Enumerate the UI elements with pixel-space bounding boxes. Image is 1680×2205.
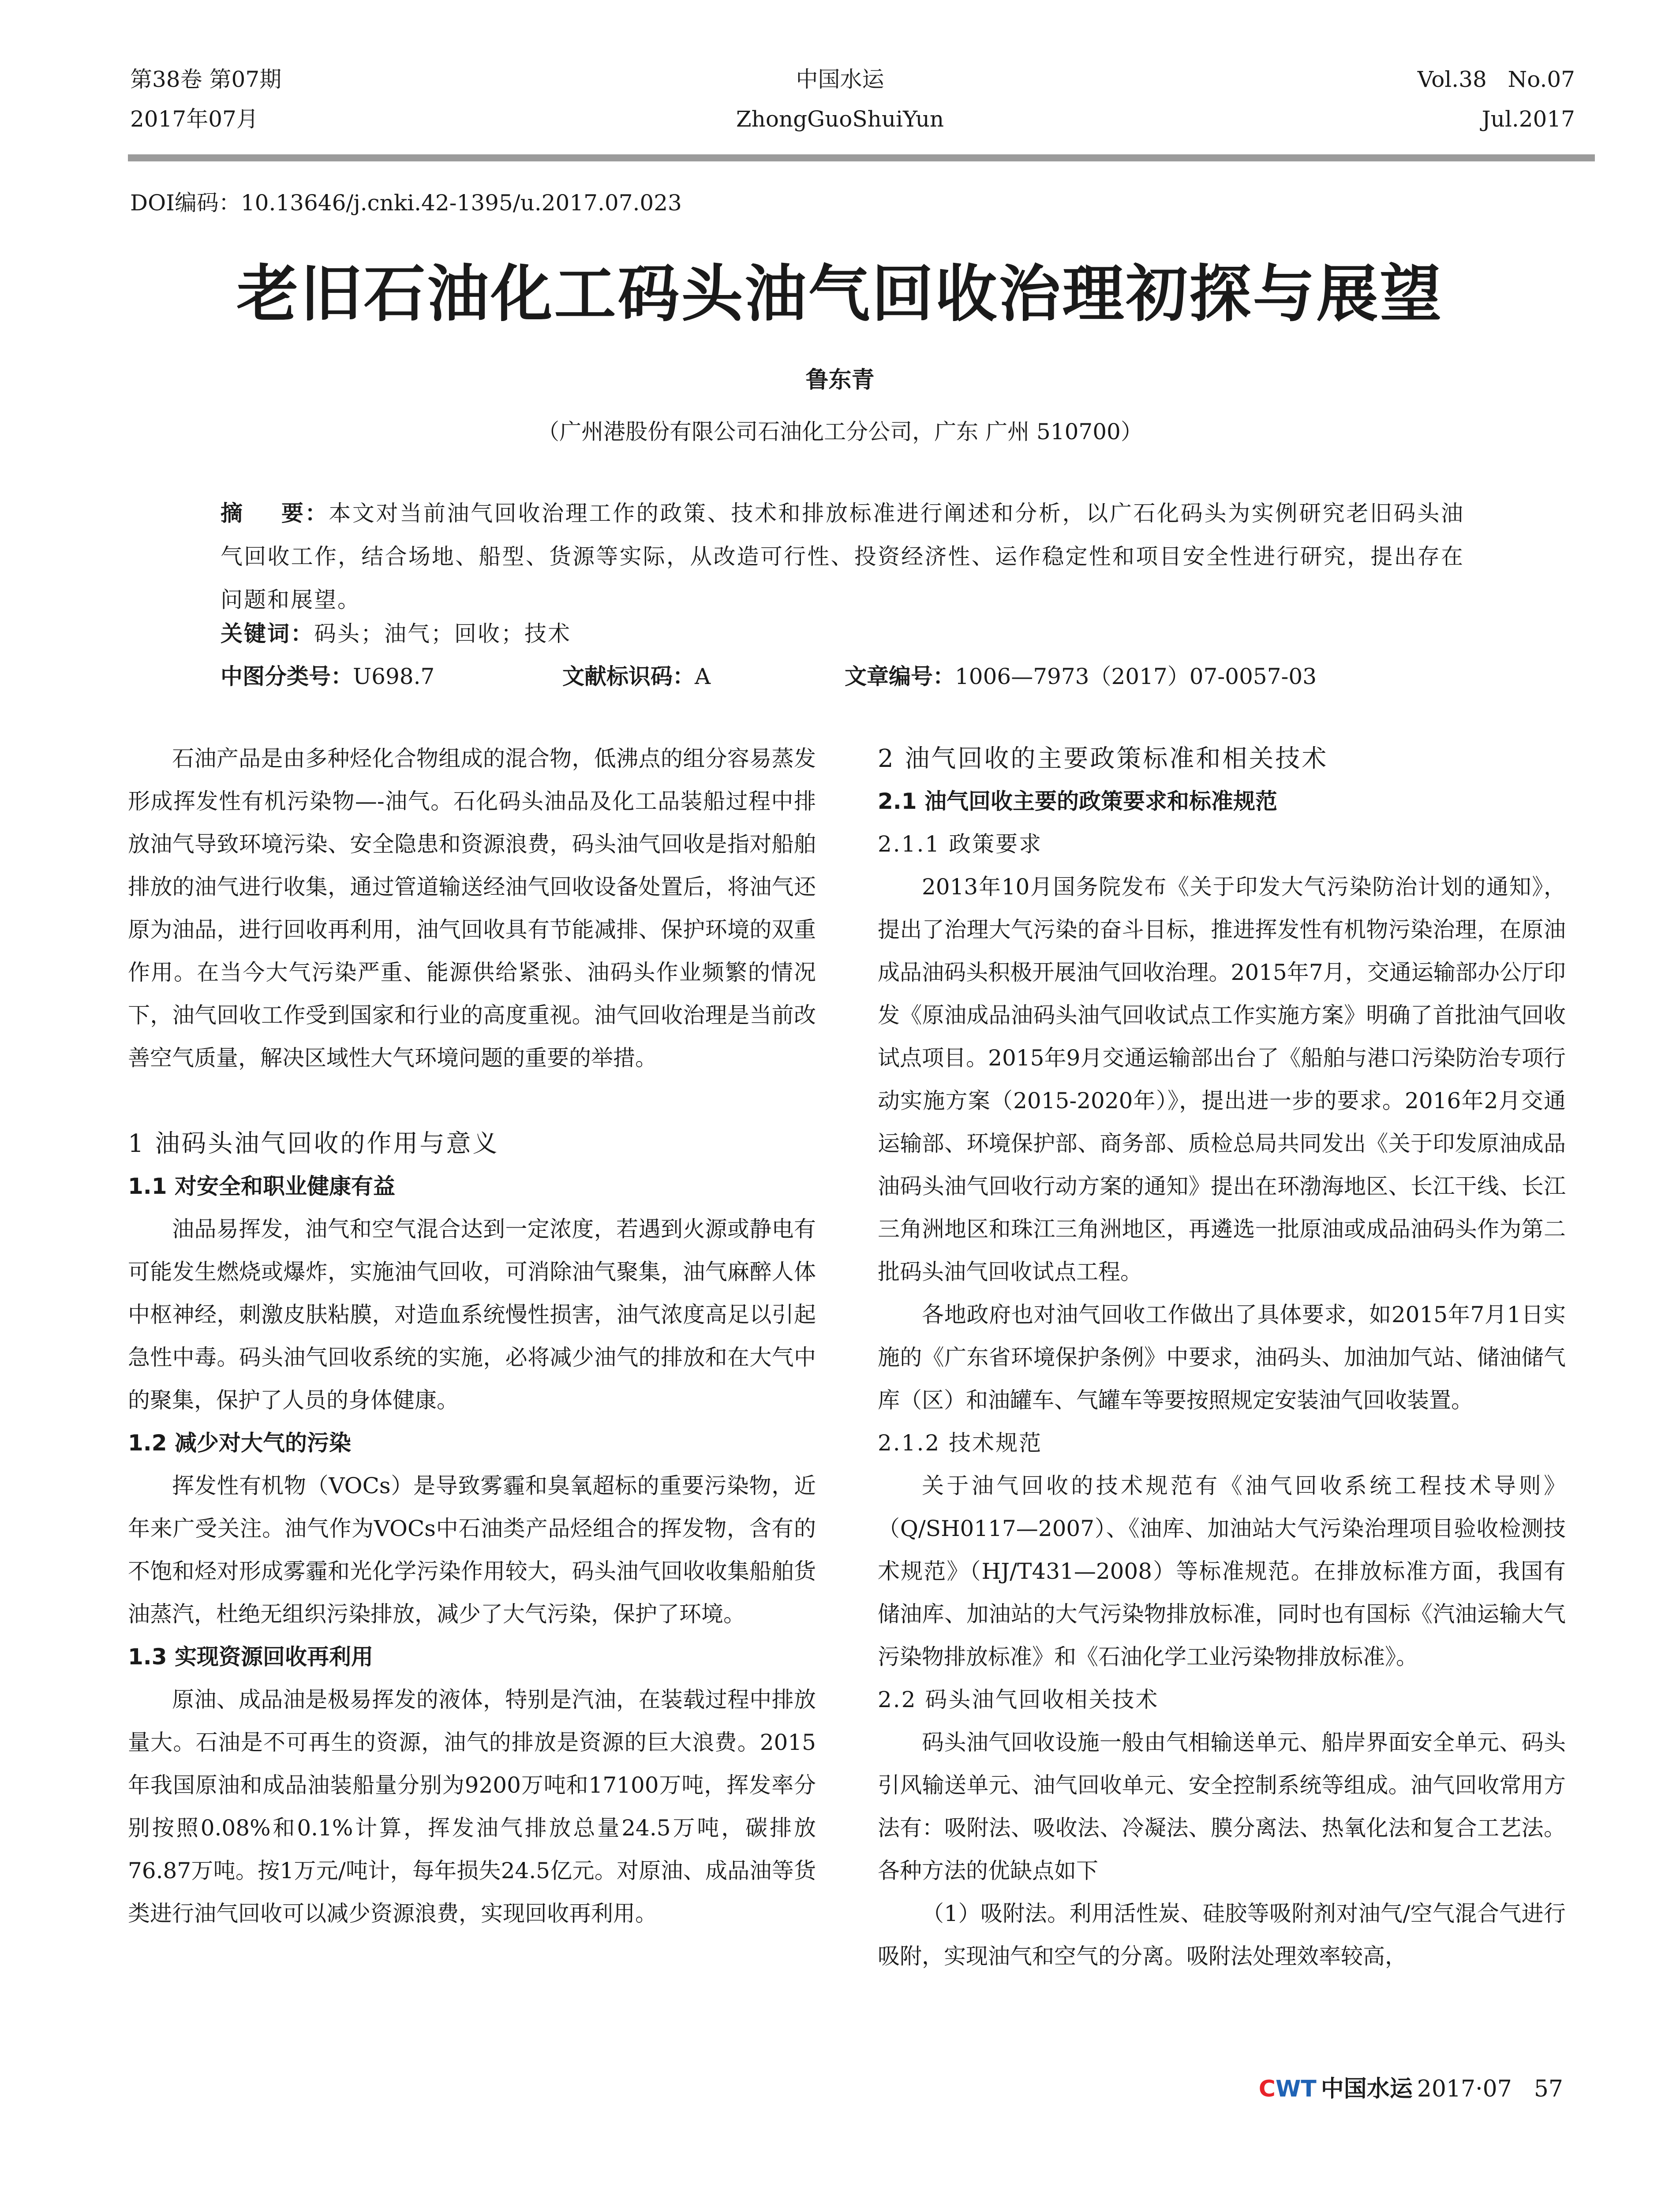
clc-value: U698.7 — [353, 664, 435, 689]
header-date-cn: 2017年07月 — [130, 106, 258, 132]
section-2-2-item-1: （1）吸附法。利用活性炭、硅胶等吸附剂对油气/空气混合气进行吸附，实现油气和空气的分离。吸附法处理效率较高， — [878, 1901, 1566, 1969]
doc-value: A — [695, 664, 711, 689]
keywords-text: 码头；油气；回收；技术 — [314, 621, 571, 647]
section-1-1-title: 1.1 对安全和职业健康有益 — [128, 1174, 395, 1199]
abstract-text: 本文对当前油气回收治理工作的政策、技术和排放标准进行阐述和分析，以广石化码头为实例研究老旧码头油气回收工作，结合场地、船型、货源等实际，从改造可行性、投资经济性、运作稳定性和项目安全性进行研究，提出存在问题和展望。 — [221, 501, 1464, 613]
section-2-1-2-text: 关于油气回收的技术规范有《油气回收系统工程技术导则》（Q/SH0117—2007）、《油库、加油站大气污染治理项目验收检测技术规范》（HJ/T431—2008）等标准规范。在排放标准方面，我国有储油库、加油站的大气污染物排放标准，同时也有国标《汽油运输大气污染物排放标准》和《石油化学工业污染物排放标准》。 — [878, 1473, 1566, 1670]
affiliation: （广州港股份有限公司石油化工分公司，广东 广州 510700） — [537, 419, 1143, 445]
doc-code — [562, 662, 711, 691]
abstract-label: 摘 要： — [221, 501, 329, 526]
section-2-1-1-title: 2.1.1 政策要求 — [878, 831, 1043, 857]
clc-number — [221, 662, 434, 691]
header-rule — [128, 154, 1595, 161]
section-1-2-title: 1.2 减少对大气的污染 — [128, 1430, 351, 1456]
logo-letters-wt: WT — [1275, 2076, 1317, 2102]
doc-label: 文献标识码： — [562, 664, 695, 689]
section-gap — [128, 1080, 816, 1122]
header-date-en: Jul.2017 — [1482, 106, 1575, 132]
intro-paragraph: 石油产品是由多种烃化合物组成的混合物，低沸点的组分容易蒸发形成挥发性有机污染物—-油气。石化码头油品及化工品装船过程中排放油气导致环境污染、安全隐患和资源浪费，码头油气回收是指对船舶排放的油气进行收集，通过管道输送经油气回收设备处置后，将油气还原为油品，进行回收再利用，油气回收具有节能减排、保护环境的双重作用。在当今大气污染严重、能源供给紧张、油码头作业频繁的情况下，油气回收工作受到国家和行业的高度重视。油气回收治理是当前改善空气质量，解决区域性大气环境问题的重要的举措。 — [128, 746, 816, 1071]
section-2-1-2-title: 2.1.2 技术规范 — [878, 1430, 1043, 1456]
footer-issue: 2017·07 — [1417, 2076, 1512, 2102]
keywords-label: 关键词： — [221, 621, 314, 647]
right-column — [878, 737, 1566, 1978]
section-1-3-title: 1.3 实现资源回收再利用 — [128, 1644, 373, 1670]
keywords — [221, 620, 571, 648]
article-number — [845, 662, 1317, 691]
art-value: 1006—7973（2017）07-0057-03 — [955, 664, 1317, 689]
section-1-title: 1 油码头油气回收的作用与意义 — [128, 1129, 499, 1158]
header-journal-pinyin: ZhongGuoShuiYun — [736, 106, 944, 132]
doi: DOI编码：10.13646/j.cnki.42-1395/u.2017.07.023 — [130, 190, 682, 216]
art-label: 文章编号： — [845, 664, 955, 689]
section-1-2-text: 挥发性有机物（VOCs）是导致雾霾和臭氧超标的重要污染物，近年来广受关注。油气作为VOCs中石油类产品烃组合的挥发物，含有的不饱和烃对形成雾霾和光化学污染作用较大，码头油气回收收集船舶货油蒸汽，杜绝无组织污染排放，减少了大气污染，保护了环境。 — [128, 1473, 816, 1627]
section-2-2-text: 码头油气回收设施一般由气相输送单元、船岸界面安全单元、码头引风输送单元、油气回收单元、安全控制系统等组成。油气回收常用方法有：吸附法、吸收法、冷凝法、膜分离法、热氧化法和复合工艺法。各种方法的优缺点如下 — [878, 1730, 1566, 1884]
section-1-1-text: 油品易挥发，油气和空气混合达到一定浓度，若遇到火源或静电有可能发生燃烧或爆炸，实施油气回收，可消除油气聚集，油气麻醉人体中枢神经，刺激皮肤粘膜，对造血系统慢性损害，油气浓度高足以引起急性中毒。码头油气回收系统的实施，必将减少油气的排放和在大气中的聚集，保护了人员的身体健康。 — [128, 1216, 816, 1413]
abstract — [221, 492, 1464, 621]
author: 鲁东青 — [805, 367, 875, 393]
journal-logo — [1259, 2075, 1317, 2103]
section-1-3-text: 原油、成品油是极易挥发的液体，特别是汽油，在装载过程中排放量大。石油是不可再生的资源，油气的排放是资源的巨大浪费。2015年我国原油和成品油装船量分别为9200万吨和17100万吨，挥发率分别按照0.08%和0.1%计算，挥发油气排放总量24.5万吨，碳排放76.87万吨。按1万元/吨计，每年损失24.5亿元。对原油、成品油等货类进行油气回收可以减少资源浪费，实现回收再利用。 — [128, 1687, 816, 1926]
section-2-1-1-paragraph-1: 2013年10月国务院发布《关于印发大气污染防治计划的通知》，提出了治理大气污染的奋斗目标，推进挥发性有机物污染治理，在原油成品油码头积极开展油气回收治理。2015年7月，交通运输部办公厅印发《原油成品油码头油气回收试点工作实施方案》明确了首批油气回收试点项目。2015年9月交通运输部出台了《船舶与港口污染防治专项行动实施方案（2015-2020年）》，提出进一步的要求。2016年2月交通运输部、环境保护部、商务部、质检总局共同发出《关于印发原油成品油码头油气回收行动方案的通知》提出在环渤海地区、长江干线、长江三角洲地区和珠江三角洲地区，再遴选一批原油或成品油码头作为第二批码头油气回收试点工程。 — [878, 874, 1566, 1285]
header-volume-cn: 第38卷 第07期 — [130, 67, 282, 92]
paper-title: 老旧石油化工码头油气回收治理初探与展望 — [236, 258, 1444, 330]
section-2-1-1-paragraph-2: 各地政府也对油气回收工作做出了具体要求，如2015年7月1日实施的《广东省环境保护条例》中要求，油码头、加油加气站、储油储气库（区）和油罐车、气罐车等要按照规定安装油气回收装置。 — [878, 1302, 1566, 1413]
page-footer — [1259, 2075, 1563, 2103]
page-number: 57 — [1534, 2076, 1563, 2102]
section-2-title: 2 油气回收的主要政策标准和相关技术 — [878, 744, 1328, 773]
header-volume-en: Vol.38 No.07 — [1417, 67, 1575, 92]
left-column — [128, 737, 816, 1935]
footer-journal-name: 中国水运 — [1321, 2075, 1413, 2102]
logo-letter-c: C — [1258, 2076, 1276, 2102]
header-journal-cn: 中国水运 — [796, 67, 884, 92]
section-2-2-title: 2.2 码头油气回收相关技术 — [878, 1687, 1159, 1712]
clc-label: 中图分类号： — [221, 664, 353, 689]
section-2-1-title: 2.1 油气回收主要的政策要求和标准规范 — [878, 789, 1277, 814]
